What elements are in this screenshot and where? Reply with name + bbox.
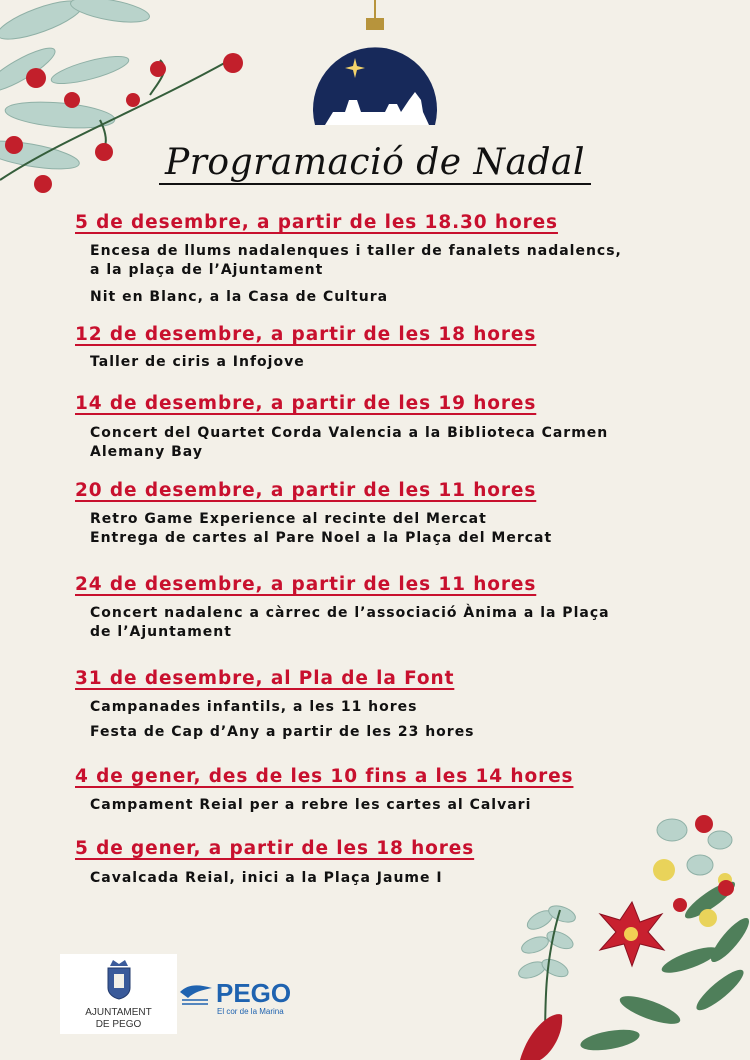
page-title: Programació de Nadal: [0, 142, 750, 183]
event-date: 4 de gener, des de les 10 fins a les 14 hores: [75, 766, 574, 787]
event-item: Retro Game Experience al recinte del Mercat: [90, 511, 487, 527]
ajuntament-line1: AJUNTAMENT: [85, 1007, 152, 1018]
event-date: 20 de desembre, a partir de les 11 hores: [75, 480, 537, 501]
event-item: Festa de Cap d’Any a partir de les 23 hores: [90, 724, 475, 740]
event-dec-31: [75, 668, 685, 742]
pego-logo-text: PEGO: [216, 978, 292, 1008]
event-item: Alemany Bay: [90, 444, 203, 460]
event-dec-20: [75, 480, 685, 548]
event-item: Taller de ciris a Infojove: [90, 354, 305, 370]
event-date: 24 de desembre, a partir de les 11 hores: [75, 574, 537, 595]
event-item: Cavalcada Reial, inici a la Plaça Jaume I: [90, 870, 443, 886]
event-date: 5 de gener, a partir de les 18 hores: [75, 838, 475, 859]
christmas-ornament-icon: [305, 0, 445, 135]
event-item: Entrega de cartes al Pare Noel a la Plaça del Mercat: [90, 530, 553, 546]
event-item: a la plaça de l’Ajuntament: [90, 262, 324, 278]
bottom-right-foliage-decoration: [500, 810, 750, 1060]
event-dec-14: [75, 393, 685, 462]
ajuntament-logo: [60, 954, 177, 1034]
event-item: Campament Reial per a rebre les cartes al Calvari: [90, 797, 532, 813]
coat-of-arms-icon: [104, 958, 134, 1000]
ajuntament-line2: DE PEGO: [95, 1019, 142, 1030]
event-date: 31 de desembre, al Pla de la Font: [75, 668, 455, 689]
event-item: Concert del Quartet Corda Valencia a la Biblioteca Carmen: [90, 425, 609, 441]
event-item: Campanades infantils, a les 11 hores: [90, 699, 418, 715]
event-dec-5: [75, 212, 685, 307]
event-dec-24: [75, 574, 685, 642]
event-date: 5 de desembre, a partir de les 18.30 hores: [75, 212, 558, 233]
event-item: Encesa de llums nadalenques i taller de fanalets nadalencs,: [90, 243, 622, 259]
event-item: de l’Ajuntament: [90, 624, 232, 640]
event-jan-4: [75, 766, 685, 815]
event-item: Nit en Blanc, a la Casa de Cultura: [90, 289, 389, 305]
pego-tagline: El cor de la Marina: [217, 1007, 284, 1016]
event-date: 14 de desembre, a partir de les 19 hores: [75, 393, 537, 414]
event-item: Concert nadalenc a càrrec de l’associació Ànima a la Plaça: [90, 605, 610, 621]
pego-bird-icon: [178, 978, 214, 1008]
event-dec-12: [75, 324, 685, 372]
event-date: 12 de desembre, a partir de les 18 hores: [75, 324, 537, 345]
